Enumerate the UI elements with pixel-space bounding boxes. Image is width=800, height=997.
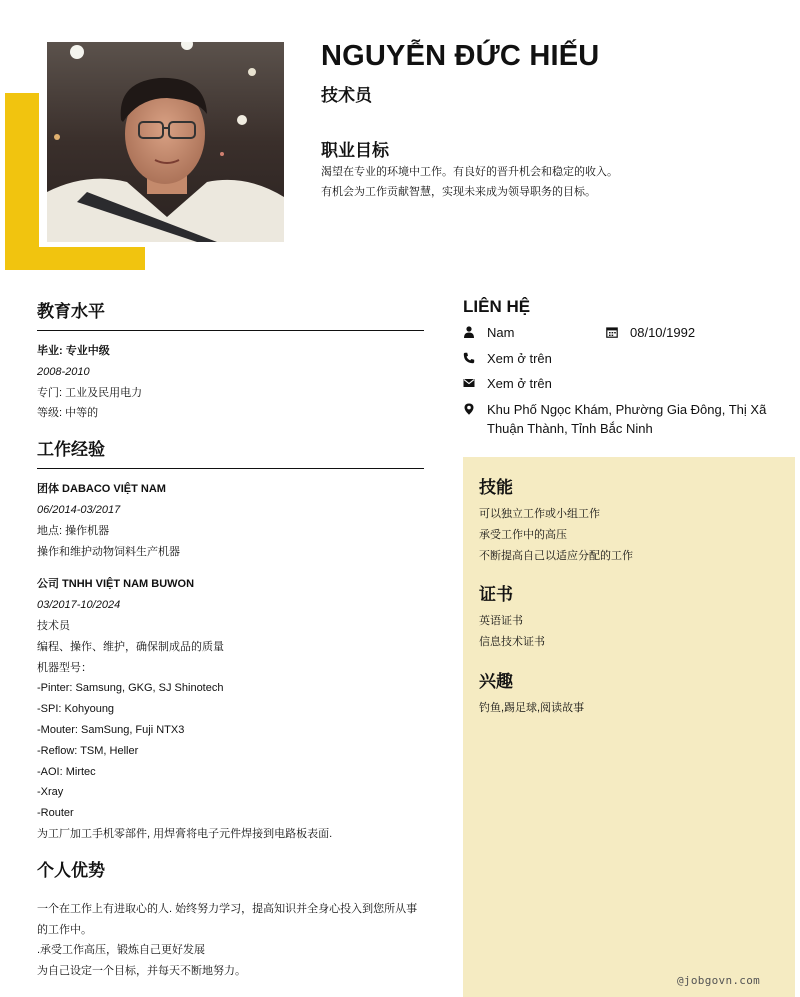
skill-item: 不断提高自己以适应分配的工作 [479, 549, 633, 562]
objective-heading: 职业目标 [321, 141, 389, 160]
contact-phone-value: Xem ở trên [487, 351, 552, 366]
education-rank: 等级: 中等的 [37, 407, 99, 420]
education-major: 专门: 工业及民用电力 [37, 386, 143, 399]
contact-gender [463, 323, 514, 342]
watermark: @jobgovn.com [677, 974, 761, 987]
strength-line: 的工作中。 [37, 923, 92, 936]
job-company: 团体 DABACO VIỆT NAM [37, 483, 166, 496]
job-line: 机器型号： [37, 661, 92, 674]
left-column [37, 297, 424, 982]
job-line: -Router [37, 807, 74, 820]
envelope-icon [463, 377, 475, 389]
education-period: 2008-2010 [37, 365, 90, 378]
job-line: 技术员 [37, 619, 70, 632]
job-company: 公司 TNHH VIỆT NAM BUWON [37, 578, 195, 591]
contact-address-value [487, 400, 766, 438]
job-period: 06/2014-03/2017 [37, 503, 121, 516]
objective-line: 渴望在专业的环境中工作。有良好的晋升机会和稳定的收入。 [321, 166, 618, 178]
strength-line: 为自己设定一个目标，并每天不断地努力。 [37, 965, 246, 978]
contact-gender-value: Nam [487, 325, 515, 340]
job-title: 技术员 [321, 86, 372, 105]
contact-address [463, 400, 766, 438]
contact-email-value: Xem ở trên [487, 376, 552, 391]
strength-line: .承受工作高压，锻炼自己更好发展 [37, 944, 206, 957]
contact-birthday-value: 08/10/1992 [630, 325, 696, 340]
calendar-icon [606, 326, 618, 338]
certificates-heading: 证书 [479, 585, 513, 605]
job-line: -Mouter: SamSung, Fuji NTX3 [37, 723, 185, 736]
objective-text [321, 162, 781, 202]
contact-email [463, 374, 552, 393]
job-line: -AOI: Mirtec [37, 765, 96, 778]
interest-item: 钓鱼,踢足球,阅读故事 [479, 701, 585, 714]
profile-photo [47, 42, 284, 242]
skill-item: 承受工作中的高压 [479, 528, 567, 541]
job-line: -Reflow: TSM, Heller [37, 744, 139, 757]
job-period: 03/2017-10/2024 [37, 599, 121, 612]
job-line: 为工厂加工手机零部件, 用焊膏将电子元件焊接到电路板表面. [37, 827, 333, 840]
side-panel [463, 457, 795, 997]
phone-icon [463, 352, 475, 364]
strength-line: 一个在工作上有进取心的人. 始终努力学习，提高知识并全身心投入到您所从事 [37, 902, 418, 915]
address-line: Thuận Thành, Tỉnh Bắc Ninh [487, 421, 653, 436]
job-line: -Xray [37, 786, 64, 799]
certificate-item: 英语证书 [479, 615, 523, 628]
job-line: 地点: 操作机器 [37, 524, 110, 537]
job-line: 操作和维护动物饲料生产机器 [37, 545, 180, 558]
experience-heading: 工作经验 [37, 435, 424, 469]
certificate-item: 信息技术证书 [479, 636, 545, 649]
person-icon [463, 326, 475, 338]
location-pin-icon [463, 403, 475, 415]
skills-heading: 技能 [479, 478, 513, 497]
candidate-name: NGUYỄN ĐỨC HIẾU [321, 40, 600, 72]
education-degree: 毕业: 专业中级 [37, 345, 110, 357]
contact-phone [463, 349, 552, 368]
contact-birthday [606, 323, 695, 342]
strengths-heading: 个人优势 [37, 860, 105, 880]
address-line: Khu Phố Ngọc Khám, Phường Gia Đông, Thị Xã [487, 402, 767, 417]
skill-item: 可以独立工作或小组工作 [479, 508, 600, 520]
contact-heading: LIÊN HỆ [463, 297, 531, 316]
job-line: -SPI: Kohyoung [37, 703, 115, 716]
education-heading: 教育水平 [37, 297, 424, 331]
job-line: -Pinter: Samsung, GKG, SJ Shinotech [37, 682, 224, 695]
objective-line: 有机会为工作贡献智慧，实现未来成为领导职务的目标。 [321, 186, 596, 198]
interests-heading: 兴趣 [479, 671, 513, 691]
job-line: 编程、操作、维护，确保制成品的质量 [37, 640, 224, 653]
